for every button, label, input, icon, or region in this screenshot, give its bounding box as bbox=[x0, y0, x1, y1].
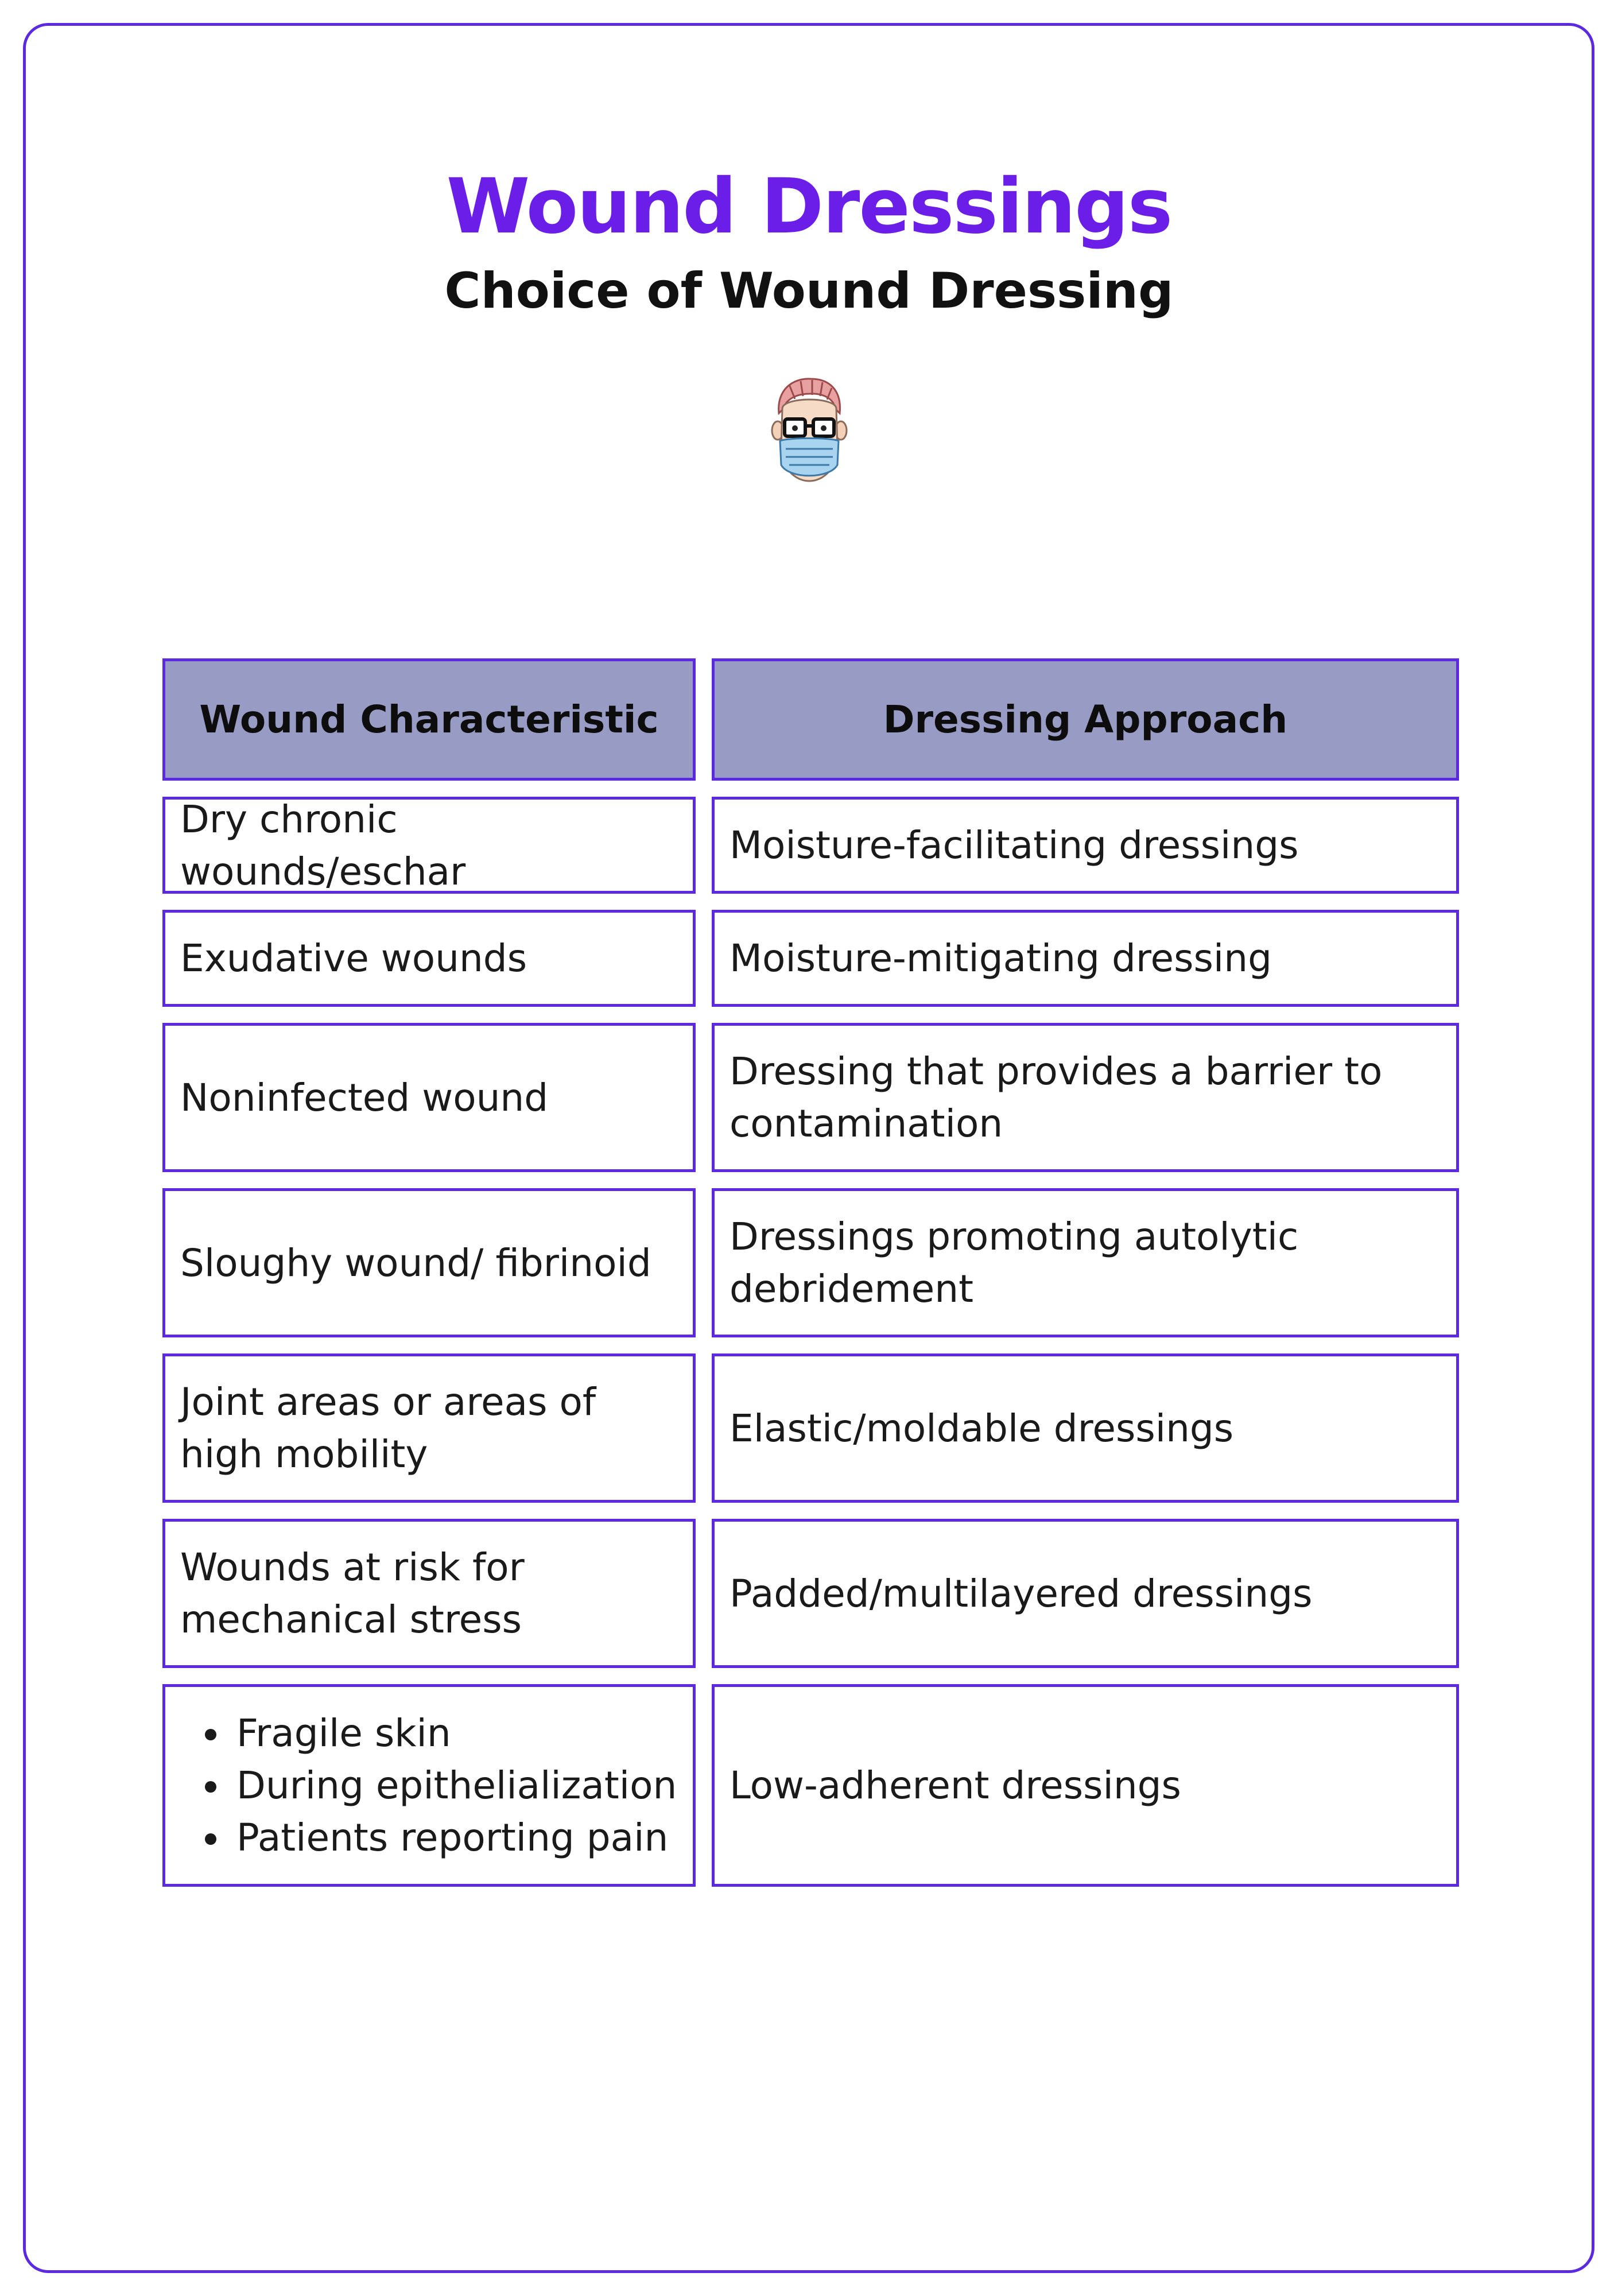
table-cell-approach: Moisture-facilitating dressings bbox=[712, 797, 1459, 894]
table-cell-characteristic: Noninfected wound bbox=[162, 1023, 696, 1172]
table-cell-characteristic: Exudative wounds bbox=[162, 910, 696, 1007]
table-cell-approach: Low-adherent dressings bbox=[712, 1684, 1459, 1887]
table-cell-characteristic bbox=[162, 1684, 696, 1887]
characteristic-bullet-list bbox=[180, 1707, 677, 1864]
list-item: • Fragile skin bbox=[232, 1707, 677, 1759]
page-subtitle: Choice of Wound Dressing bbox=[444, 262, 1174, 320]
masked-doctor-avatar-icon bbox=[766, 373, 852, 488]
table-cell-approach: Elastic/moldable dressings bbox=[712, 1353, 1459, 1503]
list-item: • Patients reporting pain bbox=[232, 1812, 677, 1864]
page-title: Wound Dressings bbox=[446, 162, 1172, 251]
table-cell-approach: Moisture-mitigating dressing bbox=[712, 910, 1459, 1007]
table-cell-characteristic: Sloughy wound/ fibrinoid bbox=[162, 1188, 696, 1337]
table-cell-characteristic: Wounds at risk for mechanical stress bbox=[162, 1519, 696, 1668]
table-cell-approach: Dressings promoting autolytic debridement bbox=[712, 1188, 1459, 1337]
table-cell-approach: Dressing that provides a barrier to contamination bbox=[712, 1023, 1459, 1172]
table-cell-characteristic: Joint areas or areas of high mobility bbox=[162, 1353, 696, 1503]
list-item: • During epithelialization bbox=[232, 1759, 677, 1812]
table-cell-approach: Padded/multilayered dressings bbox=[712, 1519, 1459, 1668]
column-header-characteristic: Wound Characteristic bbox=[162, 658, 696, 781]
table-cell-characteristic: Dry chronic wounds/eschar bbox=[162, 797, 696, 894]
column-header-approach: Dressing Approach bbox=[712, 658, 1459, 781]
